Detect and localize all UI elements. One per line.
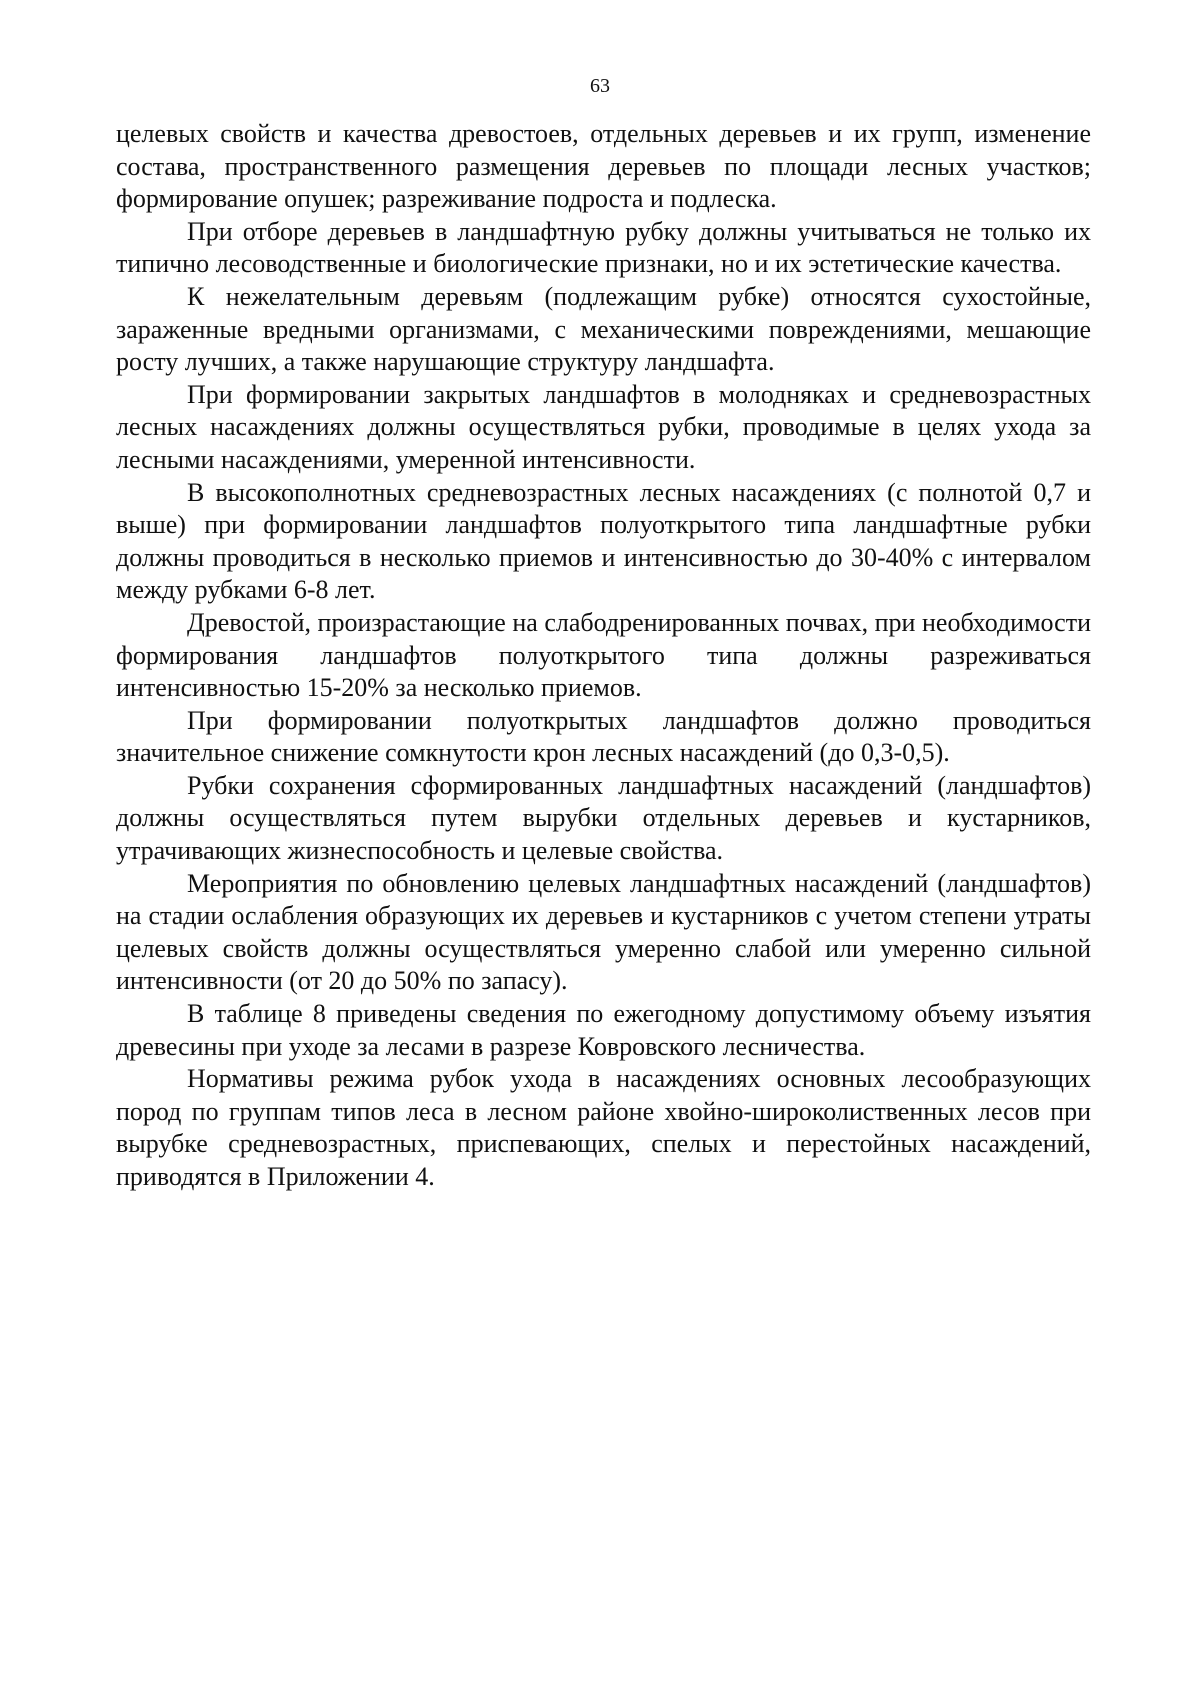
paragraph-preservation-cuttings: Рубки сохранения сформированных ландшафтных насаждений (ландшафтов) должны осуществляться путем вырубки отдельных деревьев и кустарников, утрачивающих жизнеспособность и целевые свойства.: [116, 770, 1091, 866]
paragraph-high-density-stands: В высокополнотных средневозрастных лесных насаждениях (с полнотой 0,7 и выше) при формировании ландшафтов полуоткрытого типа ландшафтные рубки должны проводиться в несколько приемов и интенсивностью до 30-40% с интервалом между рубками 6-8 лет.: [116, 477, 1091, 605]
paragraph-poorly-drained-soils: Древостой, произрастающие на слабодренированных почвах, при необходимости формирования ландшафтов полуоткрытого типа должны разреживаться интенсивностью 15-20% за несколько приемов.: [116, 607, 1091, 703]
paragraph-renewal-measures: Мероприятия по обновлению целевых ландшафтных насаждений (ландшафтов) на стадии ослабления образующих их деревьев и кустарников с учетом степени утраты целевых свойств должны осуществляться умеренно слабой или умеренно сильной интенсивности (от 20 до 50% по запасу).: [116, 868, 1091, 996]
paragraph-continuation: целевых свойств и качества древостоев, отдельных деревьев и их групп, изменение состава, пространственного размещения деревьев по площади лесных участков; формирование опушек; разреживание подроста и подлеска.: [116, 119, 1091, 214]
paragraph-undesirable-trees: К нежелательным деревьям (подлежащим рубке) относятся сухостойные, зараженные вредными организмами, с механическими повреждениями, мешающие росту лучших, а также нарушающие структуру ландшафта.: [116, 281, 1091, 377]
paragraph-closed-landscapes: При формировании закрытых ландшафтов в молодняках и средневозрастных лесных насаждениях должны осуществляться рубки, проводимые в целях ухода за лесными насаждениями, умеренной интенсивности.: [116, 379, 1091, 474]
page-number: 63: [590, 75, 610, 97]
paragraph-appendix-reference: Нормативы режима рубок ухода в насаждениях основных лесообразующих пород по группам типов леса в лесном районе хвойно-широколиственных лесов при вырубке средневозрастных, приспевающих, спелых и перестойных насаждений, приводятся в Приложении 4.: [116, 1064, 1091, 1191]
paragraph-semi-open-landscapes: При формировании полуоткрытых ландшафтов должно проводиться значительное снижение сомкнутости крон лесных насаждений (до 0,3-0,5).: [116, 705, 1091, 768]
paragraph-table-reference: В таблице 8 приведены сведения по ежегодному допустимому объему изъятия древесины при уходе за лесами в разрезе Ковровского лесничества.: [116, 999, 1091, 1061]
document-body: [116, 118, 1091, 1194]
paragraph-tree-selection: При отборе деревьев в ландшафтную рубку должны учитываться не только их типично лесоводственные и биологические признаки, но и их эстетические качества.: [116, 216, 1091, 279]
